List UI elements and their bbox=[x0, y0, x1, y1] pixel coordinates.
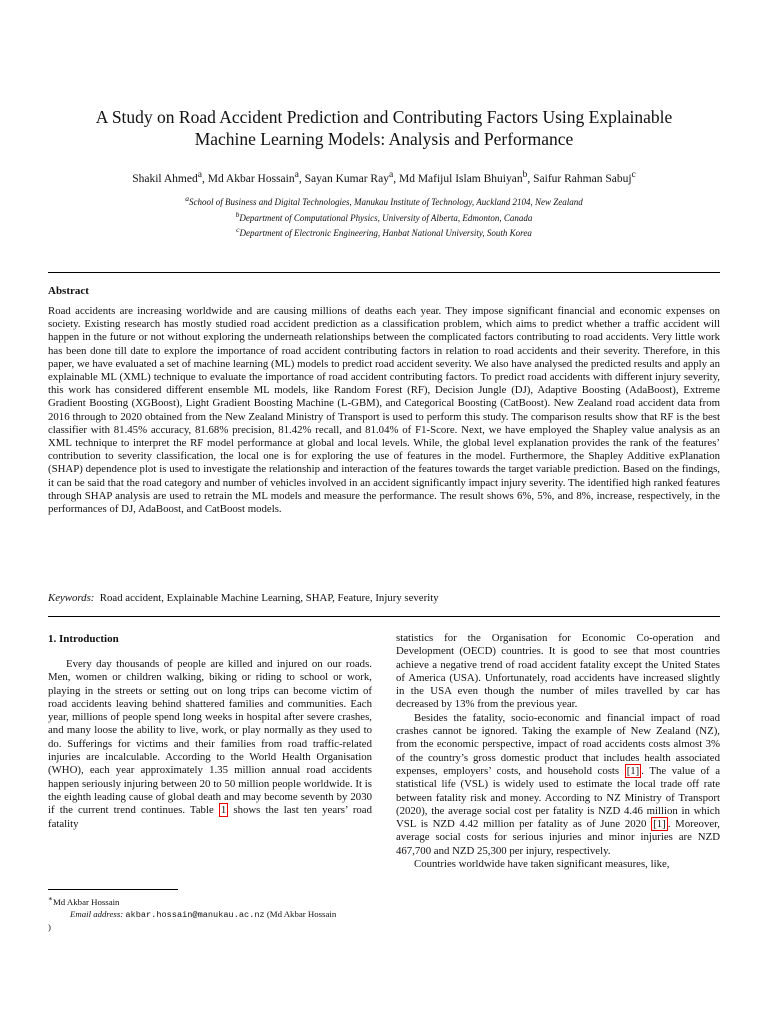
keywords-text: Road accident, Explainable Machine Learning, SHAP, Feature, Injury severity bbox=[99, 592, 439, 604]
author-4: Md Mafijul Islam Bhuiyan$^b$ bbox=[398, 169, 528, 185]
affiliation-a: $^a$School of Business and Digital Technologies, Manukau Institute of Technology, Auckland 2104, New Zealand bbox=[185, 194, 583, 207]
intro-paragraph-4: Countries worldwide have taken significant measures, like, bbox=[414, 858, 670, 871]
abstract-heading: Abstract bbox=[48, 285, 89, 297]
title-line-1: A Study on Road Accident Prediction and Contributing Factors Using Explainable bbox=[95, 107, 673, 127]
paper-title bbox=[48, 106, 720, 150]
abstract-body: Road accidents are increasing worldwide and are causing millions of deaths each year. They impose significant financial and economic expenses on society. Existing research has mostly studied road accident prediction as a classification problem, which aims to predict whether a traffic accident will happen in the future or not without exploring the underneath relationships between the complicated factors contributing to road accidents. Very little work has been done till date to explore the importance of road accident contributing factors in relation to road accidents and their severity. Therefore, in this paper, we have evaluated a set of machine learning (ML) models to predict road accident severity. We also have analysed the predicted results and apply an explainable ML (XML) technique to evaluate the importance of road accident contributing factors. To predict road accidents with different injury severity, this work has considered different ensemble ML models, like Random Forest (RF), Decision Jungle (DJ), Adaptive Boosting (AdaBoost), Extreme Gradient Boosting (XGBoost), Light Gradient Boosting Machine (L-GBM), and Categorical Boosting (CatBoost). New Zealand road accident data from 2016 through to 2020 obtained from the New Zealand Ministry of Transport is used to perform this study. The comparison results show that RF is the best classifier with 81.45% accuracy, 81.68% precision, 81.42% recall, and 81.04% of F1-Score. Next, we have employed the Shapley value analysis as an XML technique to interpret the RF model performance at global and local levels. While, the global level explanation provides the rank of the features’ contribution to severity classification, the local one is for exploring the use of features in the model. Furthermore, the Shapley Additive exPlanation (SHAP) dependence plot is used to investigate the relationship and interaction of the features towards the target variable prediction. Based on the findings, it can be said that the road category and number of vehicles involved in an accident significantly impact injury severity. The identified high ranked features through SHAP analysis are used to retrain the ML models and measure the performance. The result shows 6%, 5%, and 8%, increase, respectively, in the performances of DJ, AdaBoost, and CatBoost models. bbox=[48, 305, 720, 516]
author-3: Sayan Kumar Ray$^a$ bbox=[304, 169, 394, 185]
author-1: Shakil Ahmed$^a$ bbox=[132, 169, 202, 185]
affiliation-b: $^b$Department of Computational Physics, University of Alberta, Edmonton, Canada bbox=[235, 209, 533, 223]
citation-link-1[interactable]: [1] bbox=[626, 764, 640, 777]
footnote bbox=[48, 893, 372, 933]
footnote-author: ∗Md Akbar Hossain bbox=[48, 894, 120, 907]
abstract-top-rule bbox=[48, 272, 720, 273]
affiliation-c: $^c$Department of Electronic Engineering, Hanbat National University, South Korea bbox=[236, 225, 532, 238]
title-line-2: Machine Learning Models: Analysis and Performance bbox=[194, 129, 574, 149]
footnote-rule bbox=[48, 889, 178, 890]
section-heading-introduction: 1. Introduction bbox=[48, 633, 119, 645]
author-5: Saifur Rahman Sabuj$^c$ bbox=[533, 169, 636, 185]
affiliations bbox=[48, 193, 720, 240]
intro-paragraph-1: Every day thousands of people are killed and injured on our roads. Men, women or children walking, biking or riding to school or work, playing in the streets or setting out on long trips can become victim of road accidents leaving behind shattered families and communities. Each year, millions of people spend long weeks in hospital after severe crashes, and many loose the ability to live, work, or play normally as they used to do. Sufferings for victims and their families from road traffic-related injuries are incalculable. According to the World Health Organisation (WHO), each year approximately 1.35 million annual road accidents happen seriously injuring between 20 to 50 million people worldwide. It is the eighth leading cause of global death and may become seventh by 2030 if the current trend continues. Table 1 shows the last ten years’ road fatality bbox=[48, 658, 372, 830]
left-column bbox=[48, 632, 372, 831]
footnote-email-line: Email address: akbar.hossain@manukau.ac.nz (Md Akbar Hossain bbox=[70, 908, 337, 920]
intro-paragraph-3: Besides the fatality, socio-economic and financial impact of road crashes cannot be ignored. Taking the example of New Zealand (NZ), from the economic perspective, impact of road accidents costs almost 3% of the country’s gross domestic product that includes health associated expenses, employers’ costs, and household costs [1] . The value of a statistical life (VSL) is widely used to estimate the local trade off rate between fatality risk and money. According to NZ Ministry of Transport (2020), the average social cost per fatality is NZD 4.46 million in which VSL is NZD 4.42 million per fatality as of June 2020 [1] . Moreover, average social costs for serious injuries and minor injuries are NZD 467,700 and NZD 25,300 per injury, respectively. bbox=[396, 711, 720, 857]
citation-link-2[interactable]: [1] bbox=[653, 818, 666, 831]
author-list: Shakil Ahmed$^a$, Md Akbar Hossain$^a$, Sayan Kumar Ray$^a$, Md Mafijul Islam Bhuiyan$^b$, Saifur Rahman Sabuj$^c$ bbox=[132, 169, 636, 185]
abstract-bottom-rule bbox=[48, 616, 720, 617]
corresponding-email[interactable]: akbar.hossain@manukau.ac.nz bbox=[125, 909, 265, 920]
author-2: Md Akbar Hossain$^a$ bbox=[207, 169, 299, 185]
keywords bbox=[48, 591, 720, 605]
table-reference-link[interactable]: 1 bbox=[220, 804, 227, 817]
intro-paragraph-2: statistics for the Organisation for Economic Co-operation and Development (OECD) countries. It is good to see that most countries achieve a negative trend of road accident fatality except the United States of America (USA). Unfortunately, road accidents have increased slightly in the USA even though the number of miles travelled by car has decreased by 13% from the previous year. bbox=[396, 632, 720, 711]
keywords-label: Keywords: bbox=[48, 592, 95, 604]
footnote-close: ) bbox=[48, 921, 51, 932]
right-column bbox=[396, 632, 720, 871]
